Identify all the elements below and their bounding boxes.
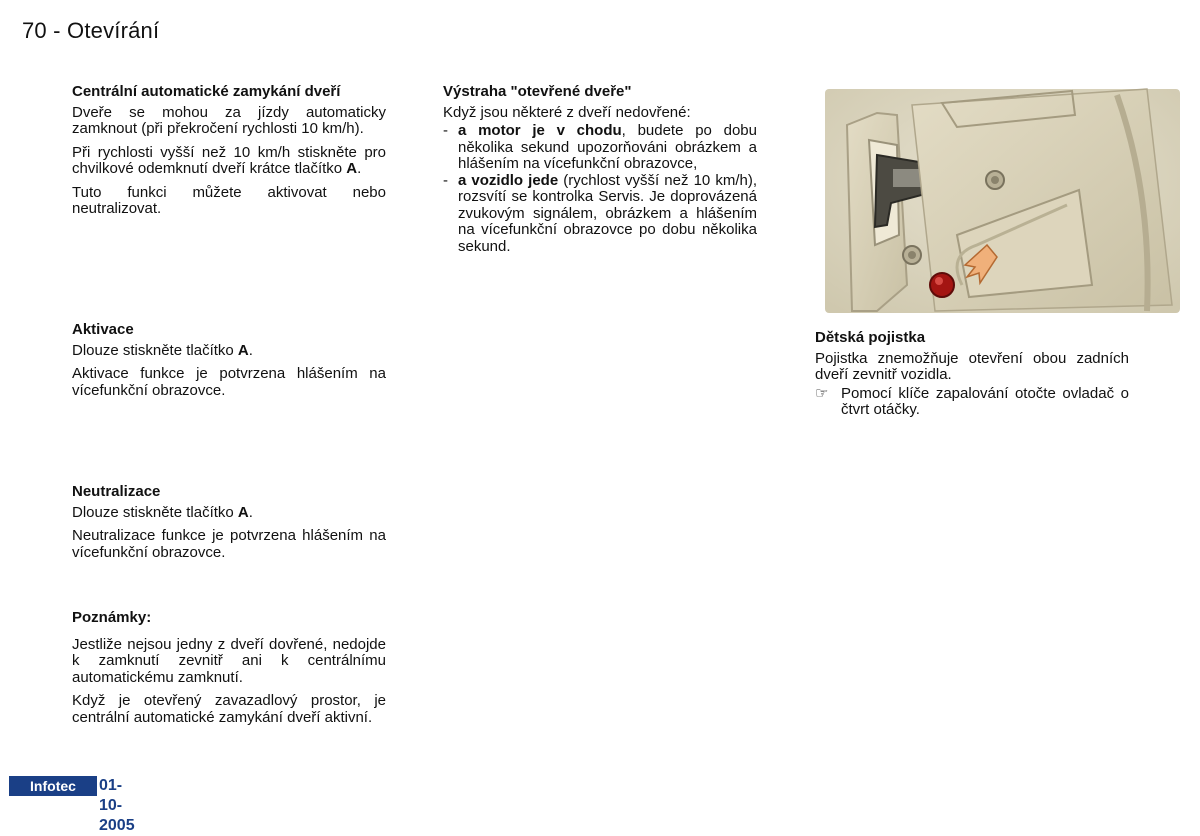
- paragraph: Když je otevřený zavazadlový prostor, je centrální automatické zamykání dveří aktivní.: [72, 692, 386, 726]
- paragraph: Když jsou některé z dveří nedovřené:: [443, 103, 691, 121]
- paragraph: Neutralizace funkce je potvrzena hlášením na vícefunkční obrazovce.: [72, 527, 386, 561]
- section-heading: Centrální automatické zamykání dveří: [72, 83, 341, 100]
- section-heading: Neutralizace: [72, 483, 161, 500]
- pointing-hand-icon: ☞: [815, 384, 829, 402]
- paragraph: Při rychlosti vyšší než 10 km/h stiskněte pro chvilkové odemknutí dveří krátce tlačítko A.: [72, 143, 386, 177]
- instruction-list: [815, 386, 1129, 419]
- paragraph: Dlouze stiskněte tlačítko A.: [72, 341, 253, 359]
- paragraph: Tuto funkci můžete aktivovat nebo neutralizovat.: [72, 183, 386, 217]
- paragraph: Dveře se mohou za jízdy automaticky zamknout (při překročení rychlosti 10 km/h).: [72, 103, 386, 137]
- section-neutralization: [72, 484, 386, 568]
- section-central-locking: [72, 84, 386, 225]
- column-middle: [443, 84, 757, 255]
- section-heading: Výstraha "otevřené dveře": [443, 83, 632, 100]
- paragraph: Pojistka znemožňuje otevření obou zadních dveří zevnitř vozidla.: [815, 349, 1129, 383]
- paragraph: Dlouze stiskněte tlačítko A.: [72, 503, 253, 521]
- list-item: - a motor je v chodu, budete po dobu několika sekund upozorňováni obrázkem a hlášením na vícefunkční obrazovce,: [443, 122, 757, 172]
- section-heading: Aktivace: [72, 321, 134, 338]
- paragraph: Jestliže nejsou jedny z dveří dovřené, nedojde k zamknutí zevnitř ani k centrálnímu automatickému zamknutí.: [72, 635, 386, 686]
- column-right: [815, 330, 1129, 419]
- section-notes: [72, 610, 386, 733]
- infotec-logo: Infotec: [9, 776, 97, 796]
- child-lock-illustration: [817, 85, 1180, 313]
- warning-list: [443, 123, 757, 255]
- footer-date: 01-10-2005: [99, 777, 135, 834]
- section-heading: Poznámky:: [72, 609, 152, 626]
- page-title: 70 - Otevírání: [22, 18, 160, 43]
- section-heading: Dětská pojistka: [815, 329, 926, 346]
- section-activation: [72, 322, 386, 406]
- list-item: - a vozidlo jede (rychlost vyšší než 10 km/h), rozsvítí se kontrolka Servis. Je doprovázená zvukovým signálem, obrázkem a hlášením na vícefunkční obrazovce po dobu několika sekund.: [443, 171, 758, 255]
- paragraph: Aktivace funkce je potvrzena hlášením na vícefunkční obrazovce.: [72, 365, 386, 399]
- list-item: ☞ Pomocí klíče zapalování otočte ovladač o čtvrt otáčky.: [815, 384, 1129, 418]
